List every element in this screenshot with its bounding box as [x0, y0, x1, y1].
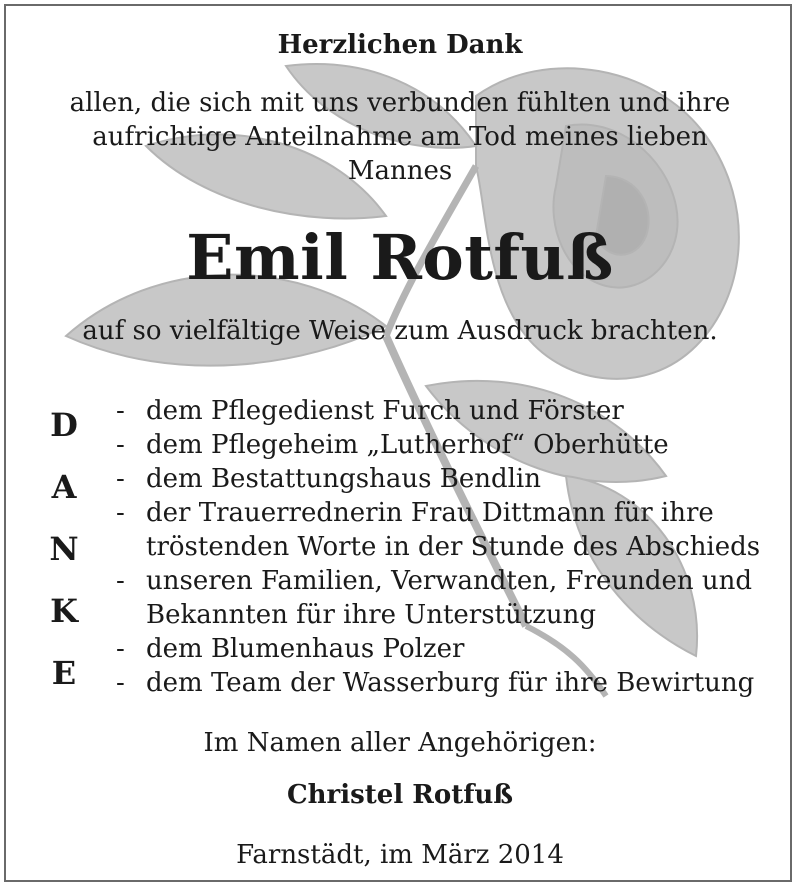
thanks-item-text: dem Pflegedienst Furch und Förster — [146, 396, 624, 426]
list-dash: - — [116, 634, 125, 664]
thanks-item-text: dem Team der Wasserburg für ihre Bewirtung — [146, 668, 755, 698]
danke-letter: K — [50, 592, 78, 630]
expressed-line: auf so vielfältige Weise zum Ausdruck brachten. — [82, 316, 718, 346]
intro-line: aufrichtige Anteilnahme am Tod meines lieben — [92, 122, 708, 152]
signer-name: Christel Rotfuß — [286, 780, 514, 810]
danke-acrostic — [44, 394, 84, 704]
danke-letter: E — [51, 654, 77, 692]
signoff-line: Im Namen aller Angehörigen: — [203, 728, 597, 758]
thanks-item-text: dem Bestattungshaus Bendlin — [146, 464, 541, 494]
thanks-item-text: dem Pflegeheim „Lutherhof“ Oberhütte — [146, 430, 669, 460]
thanks-item — [114, 564, 784, 632]
intro-text — [6, 86, 792, 188]
thanks-item-text: unseren Familien, Verwandten, Freunden und Bekannten für ihre Unterstützung — [146, 566, 753, 630]
thanks-item — [114, 428, 784, 462]
list-dash: - — [116, 668, 125, 698]
intro-line: Mannes — [347, 156, 453, 186]
list-dash: - — [116, 396, 125, 426]
place-date: Farnstädt, im März 2014 — [236, 840, 564, 870]
list-dash: - — [116, 430, 125, 460]
thanks-item — [114, 496, 784, 564]
obituary-notice — [4, 4, 792, 882]
danke-letter: N — [49, 530, 79, 568]
danke-letter: D — [50, 406, 78, 444]
thanks-item — [114, 394, 784, 428]
thanks-item — [114, 462, 784, 496]
list-dash: - — [116, 566, 125, 596]
notice-heading: Herzlichen Dank — [277, 30, 523, 60]
thanks-item-text: der Trauerrednerin Frau Dittmann für ihre tröstenden Worte in der Stunde des Abschieds — [146, 498, 761, 562]
list-dash: - — [116, 498, 125, 528]
thanks-item-text: dem Blumenhaus Polzer — [146, 634, 465, 664]
danke-letter: A — [51, 468, 77, 506]
intro-line: allen, die sich mit uns verbunden fühlten und ihre — [69, 88, 731, 118]
list-dash: - — [116, 464, 125, 494]
deceased-name: Emil Rotfuß — [186, 221, 614, 294]
thanks-item — [114, 666, 784, 700]
thanks-list — [114, 394, 784, 700]
thanks-item — [114, 632, 784, 666]
